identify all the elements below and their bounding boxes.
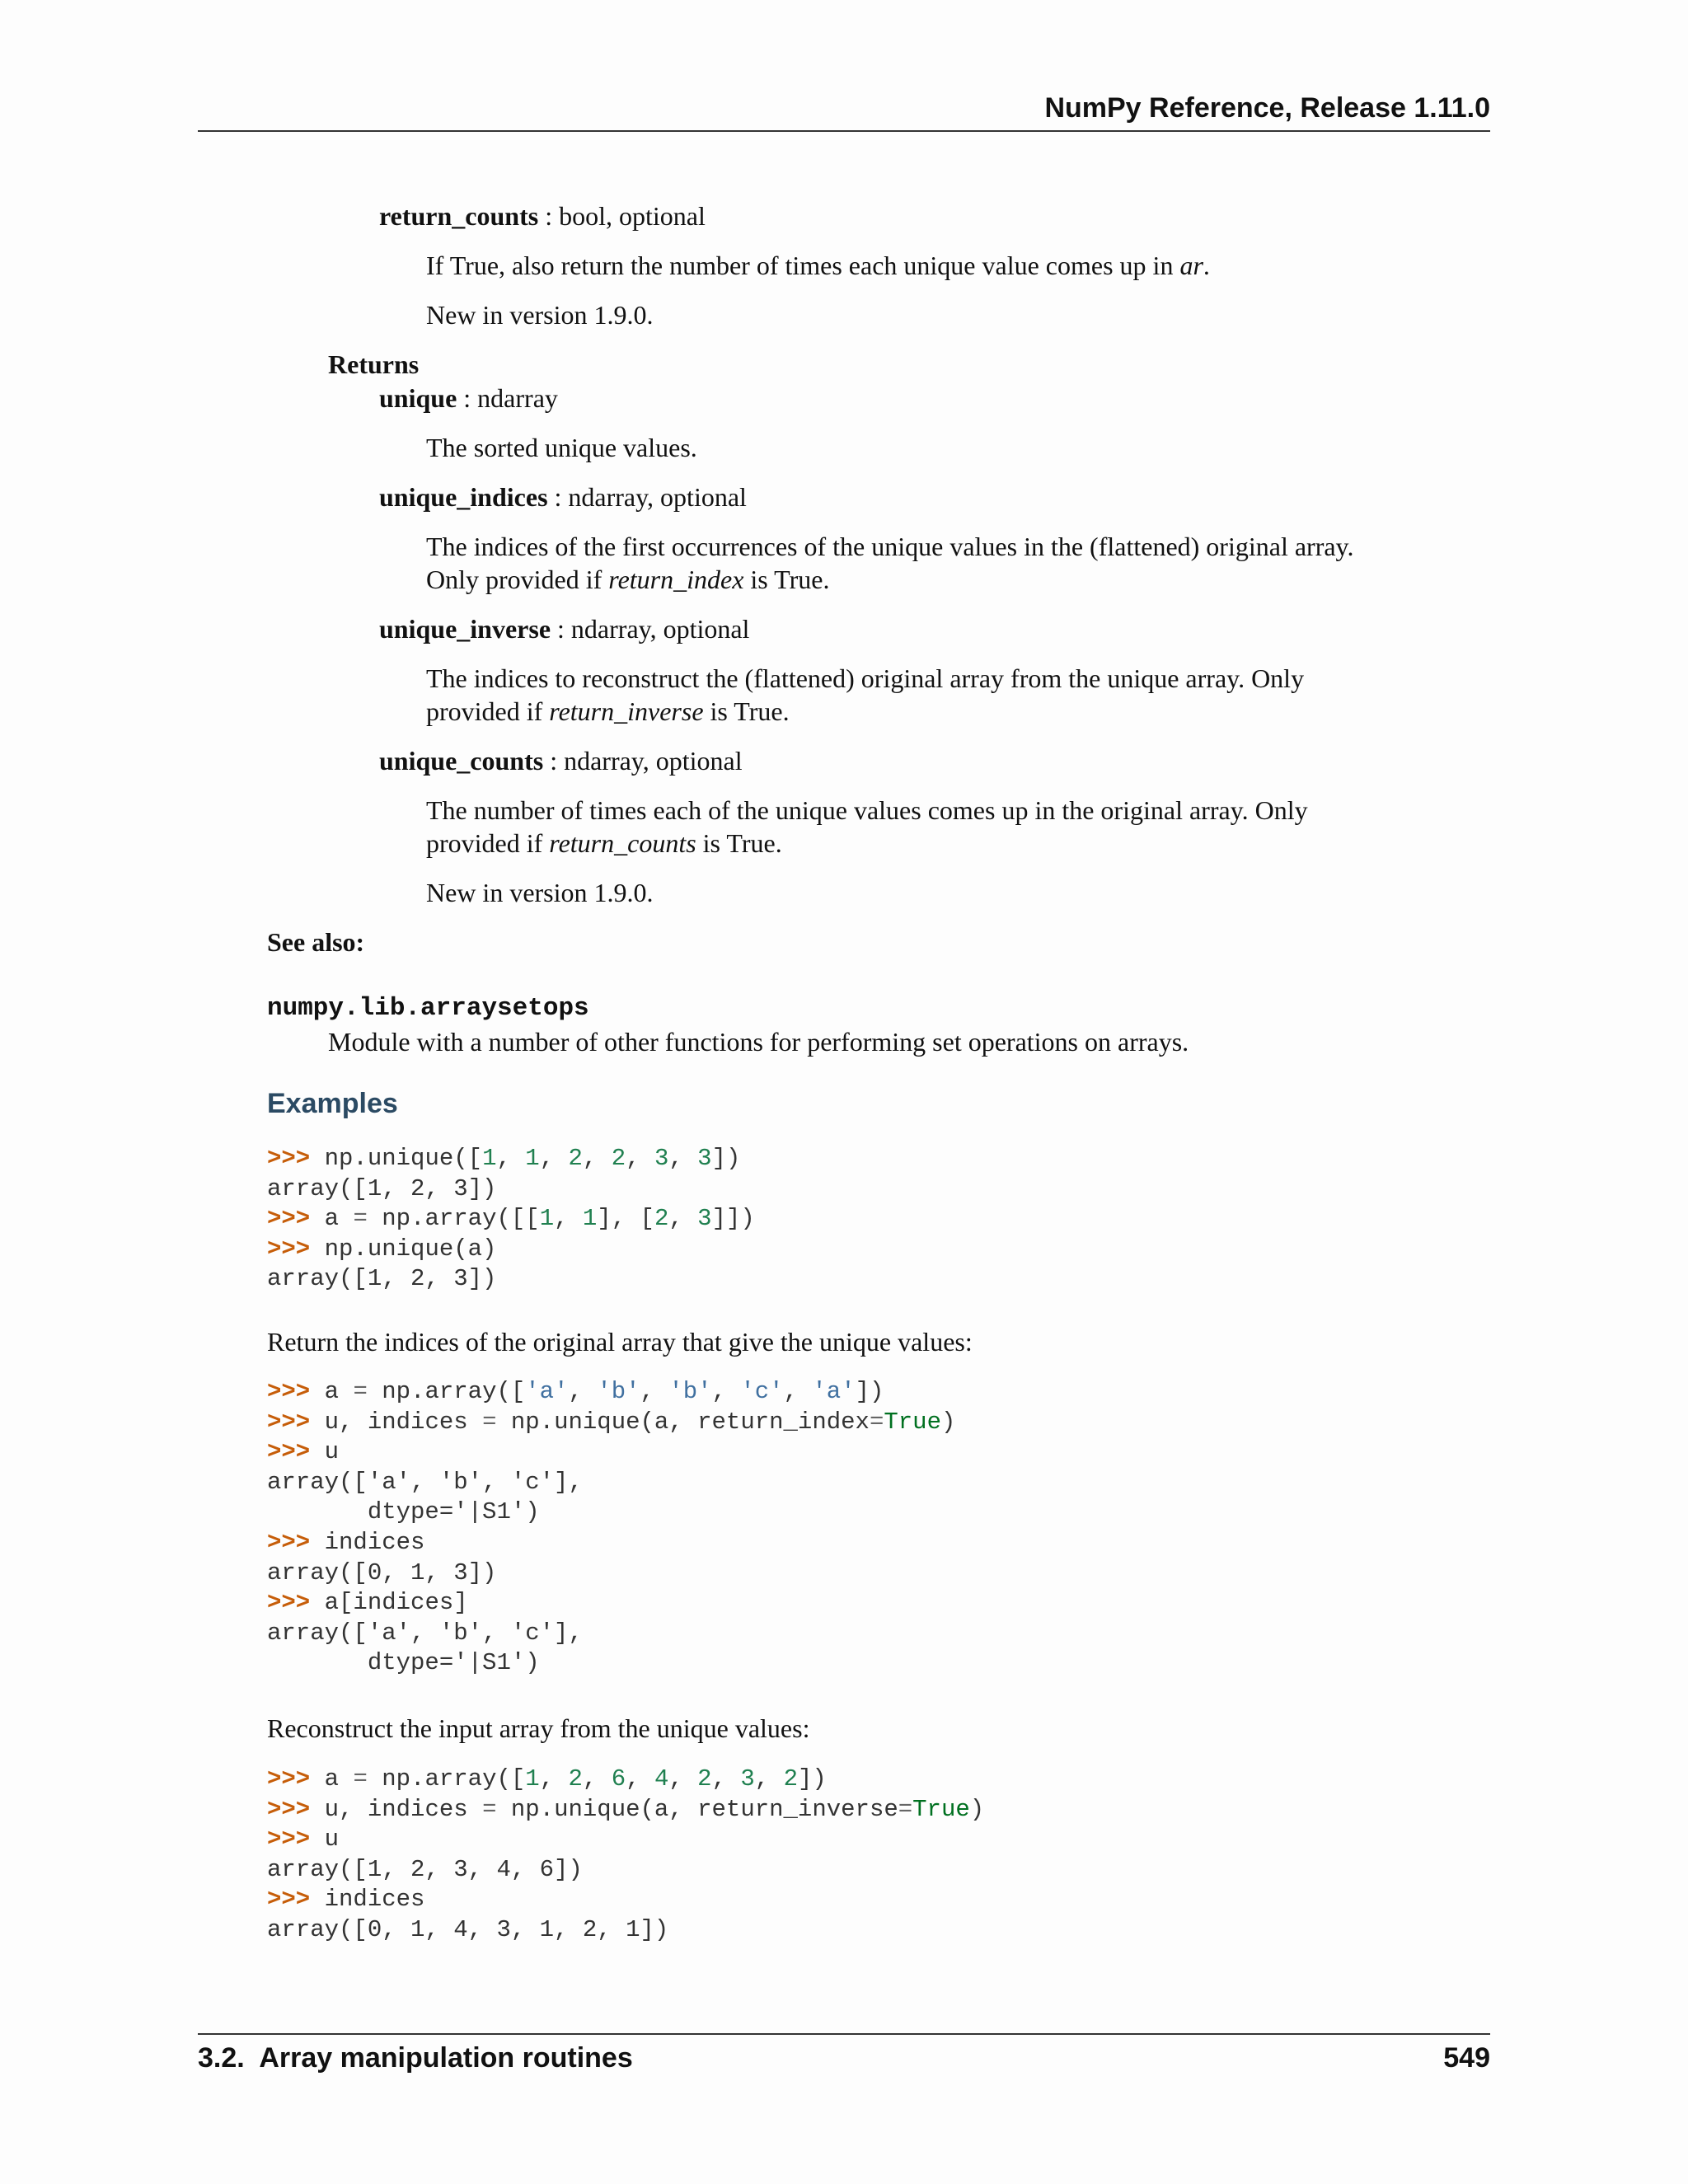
param-name: return_counts xyxy=(379,201,539,231)
return-name: unique xyxy=(379,383,457,413)
return-unique-counts xyxy=(379,744,743,777)
examples-text-reconstruct: Reconstruct the input array from the unique values: xyxy=(267,1713,810,1743)
return-type: : ndarray, optional xyxy=(551,614,750,644)
return-unique-counts-desc-line1: The number of times each of the unique values comes up in the original array. Only xyxy=(426,795,1308,825)
code-line: >>> a = np.array(['a', 'b', 'b', 'c', 'a']) xyxy=(267,1378,884,1405)
return-unique-indices-desc-line1: The indices of the first occurrences of the unique values in the (flattened) original array. xyxy=(426,532,1354,561)
header-rule xyxy=(198,130,1490,132)
code-line: dtype='|S1') xyxy=(267,1649,540,1677)
return-type: : ndarray xyxy=(457,383,558,413)
code-line: array([1, 2, 3]) xyxy=(267,1265,497,1293)
code-line: >>> u xyxy=(267,1825,340,1854)
return-type: : ndarray, optional xyxy=(547,482,747,512)
param-return-counts xyxy=(379,199,706,232)
version-note: New in version 1.9.0. xyxy=(426,300,654,330)
code-line: >>> np.unique(a) xyxy=(267,1235,497,1263)
code-line: dtype='|S1') xyxy=(267,1498,540,1526)
code-line: >>> u, indices = np.unique(a, return_index=True) xyxy=(267,1408,956,1436)
see-also-description: Module with a number of other functions for performing set operations on arrays. xyxy=(328,1027,1189,1057)
code-line: array([0, 1, 3]) xyxy=(267,1558,497,1586)
return-name: unique_indices xyxy=(379,482,548,512)
return-unique-inverse-desc-line2: provided if return_inverse is True. xyxy=(426,696,790,726)
return-unique-desc: The sorted unique values. xyxy=(426,433,697,462)
code-block-3 xyxy=(267,1765,984,1946)
code-line: >>> a = np.array([[1, 1], [2, 3]]) xyxy=(267,1205,755,1233)
code-line: array([1, 2, 3]) xyxy=(267,1174,497,1202)
param-type: : bool, optional xyxy=(538,201,706,231)
running-header-title: NumPy Reference, Release 1.11.0 xyxy=(1044,92,1490,124)
code-line: array([0, 1, 4, 3, 1, 2, 1]) xyxy=(267,1915,669,1943)
return-unique-inverse-desc-line1: The indices to reconstruct the (flattened) original array from the unique array. Only xyxy=(426,663,1305,693)
code-block-2 xyxy=(267,1377,955,1679)
code-line: array([1, 2, 3, 4, 6]) xyxy=(267,1855,583,1883)
return-type: : ndarray, optional xyxy=(543,746,743,776)
emphasis-ar: ar xyxy=(1179,251,1203,280)
see-also-link-arraysetops[interactable]: numpy.lib.arraysetops xyxy=(267,994,589,1023)
return-name: unique_counts xyxy=(379,746,544,776)
param-return-counts-desc: If True, also return the number of times each unique value comes up in ar. xyxy=(426,251,1210,280)
footer-section-title: 3.2. Array manipulation routines xyxy=(198,2042,633,2074)
code-line: >>> a[indices] xyxy=(267,1589,468,1617)
code-line: >>> u xyxy=(267,1438,340,1466)
code-line: array(['a', 'b', 'c'], xyxy=(267,1468,583,1496)
return-name: unique_inverse xyxy=(379,614,551,644)
code-line: >>> u, indices = np.unique(a, return_inverse=True) xyxy=(267,1795,985,1823)
return-unique-indices xyxy=(379,480,747,513)
return-unique-indices-desc-line2: Only provided if return_index is True. xyxy=(426,565,830,594)
see-also-heading: See also: xyxy=(267,927,365,957)
footer-page-number: 549 xyxy=(1443,2042,1490,2074)
code-line: >>> np.unique([1, 1, 2, 2, 3, 3]) xyxy=(267,1145,741,1172)
examples-text-indices: Return the indices of the original array that give the unique values: xyxy=(267,1327,973,1357)
return-unique-inverse xyxy=(379,612,749,645)
code-line: >>> indices xyxy=(267,1886,425,1914)
returns-heading: Returns xyxy=(328,349,420,379)
code-block-1 xyxy=(267,1144,755,1295)
examples-heading: Examples xyxy=(267,1088,398,1119)
code-line: >>> indices xyxy=(267,1528,425,1556)
footer-rule xyxy=(198,2033,1490,2035)
code-line: >>> a = np.array([1, 2, 6, 4, 2, 3, 2]) xyxy=(267,1765,827,1793)
return-unique xyxy=(379,382,558,415)
code-line: array(['a', 'b', 'c'], xyxy=(267,1619,583,1647)
version-note: New in version 1.9.0. xyxy=(426,878,654,907)
return-unique-counts-desc-line2: provided if return_counts is True. xyxy=(426,828,782,858)
